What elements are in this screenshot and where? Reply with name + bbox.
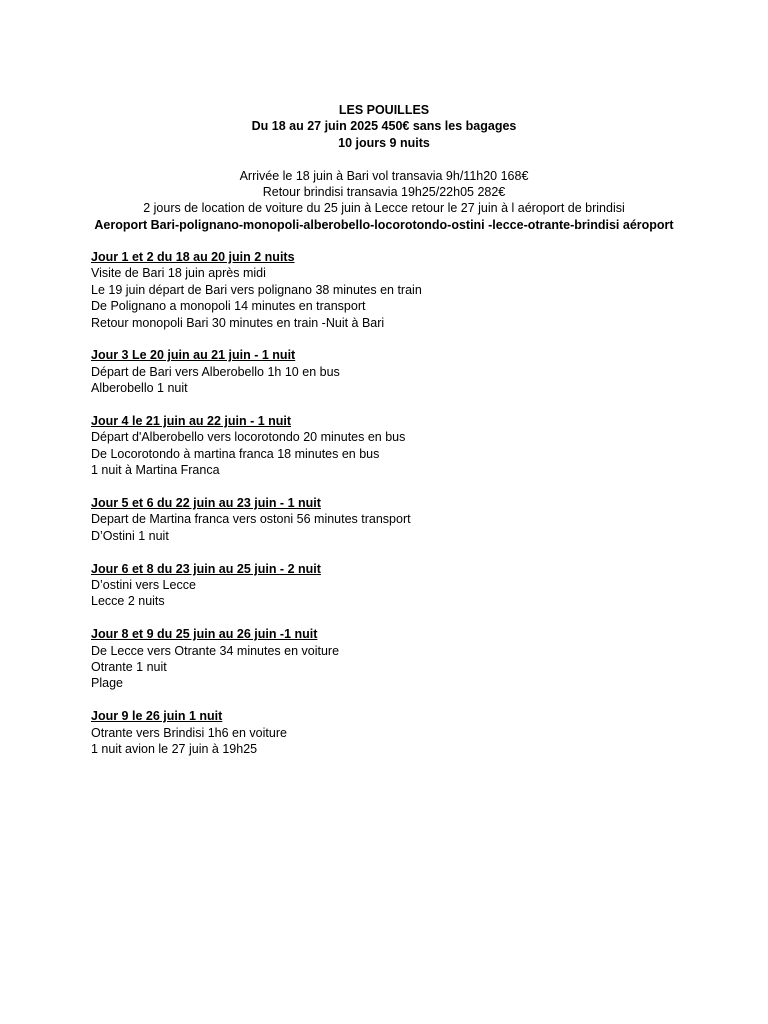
day-line: Départ d'Alberobello vers locorotondo 20 minutes en bus bbox=[91, 430, 406, 445]
car-rental: 2 jours de location de voiture du 25 juin à Lecce retour le 27 juin à l aéroport de brindisi bbox=[143, 201, 625, 216]
day-title: Jour 6 et 8 du 23 juin au 25 juin - 2 nuit bbox=[91, 561, 321, 576]
day-line: Lecce 2 nuits bbox=[91, 594, 165, 609]
arrival-flight: Arrivée le 18 juin à Bari vol transavia 9h/11h20 168€ bbox=[239, 168, 529, 183]
day-title: Jour 5 et 6 du 22 juin au 23 juin - 1 nuit bbox=[91, 496, 321, 511]
itinerary-day-section bbox=[91, 626, 731, 692]
day-line: Retour monopoli Bari 30 minutes en train -Nuit à Bari bbox=[91, 315, 385, 330]
day-line: Otrante 1 nuit bbox=[91, 660, 167, 675]
header-spacer bbox=[0, 151, 768, 167]
trip-route: Aeroport Bari-polignano-monopoli-alberobello-locorotondo-ostini -lecce-otrante-brindisi aéroport bbox=[94, 217, 674, 232]
itinerary-day-section bbox=[91, 708, 731, 757]
return-flight: Retour brindisi transavia 19h25/22h05 282€ bbox=[262, 185, 506, 200]
day-title: Jour 3 Le 20 juin au 21 juin - 1 nuit bbox=[91, 348, 296, 363]
day-title: Jour 9 le 26 juin 1 nuit bbox=[91, 709, 223, 724]
day-line: Départ de Bari vers Alberobello 1h 10 en bus bbox=[91, 364, 340, 379]
day-title: Jour 4 le 21 juin au 22 juin - 1 nuit bbox=[91, 414, 292, 429]
day-line: Le 19 juin départ de Bari vers polignano 38 minutes en train bbox=[91, 282, 422, 297]
itinerary-day-section bbox=[91, 347, 731, 396]
itinerary-day-section bbox=[91, 249, 731, 331]
day-title: Jour 1 et 2 du 18 au 20 juin 2 nuits bbox=[91, 250, 295, 264]
day-title: Jour 8 et 9 du 25 juin au 26 juin -1 nuit bbox=[91, 627, 318, 642]
trip-duration: 10 jours 9 nuits bbox=[338, 135, 430, 150]
day-line: Alberobello 1 nuit bbox=[91, 381, 188, 396]
document-header bbox=[0, 102, 768, 233]
day-line: D’ostini vers Lecce bbox=[91, 578, 196, 593]
day-line: D’Ostini 1 nuit bbox=[91, 528, 169, 543]
day-line: De Locorotondo à martina franca 18 minutes en bus bbox=[91, 446, 380, 461]
document-title: LES POUILLES bbox=[338, 103, 430, 117]
itinerary-day-section bbox=[91, 561, 731, 610]
day-line: Otrante vers Brindisi 1h6 en voiture bbox=[91, 725, 287, 740]
day-line: Visite de Bari 18 juin après midi bbox=[91, 266, 266, 281]
day-line: Plage bbox=[91, 676, 123, 691]
itinerary-day-section bbox=[91, 413, 731, 479]
day-line: 1 nuit à Martina Franca bbox=[91, 463, 220, 478]
day-line: De Lecce vers Otrante 34 minutes en voiture bbox=[91, 643, 340, 658]
day-line: 1 nuit avion le 27 juin à 19h25 bbox=[91, 742, 258, 757]
itinerary bbox=[91, 249, 731, 774]
day-line: De Polignano a monopoli 14 minutes en transport bbox=[91, 299, 366, 314]
day-line: Depart de Martina franca vers ostoni 56 minutes transport bbox=[91, 512, 411, 527]
itinerary-day-section bbox=[91, 495, 731, 544]
trip-dates: Du 18 au 27 juin 2025 450€ sans les bagages bbox=[251, 119, 517, 134]
